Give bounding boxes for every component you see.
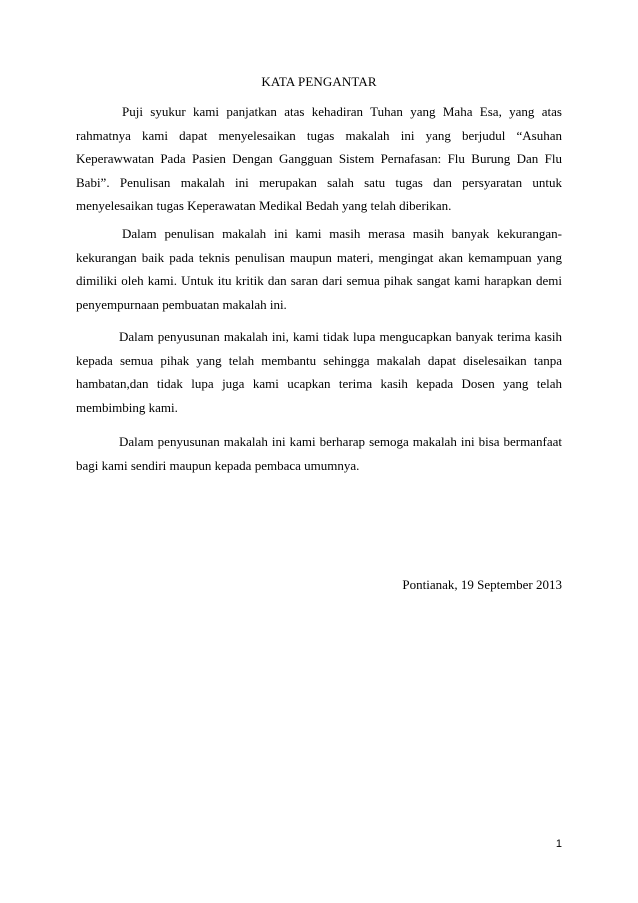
document-title: KATA PENGANTAR [261,74,377,89]
place-date: Pontianak, 19 September 2013 [402,577,562,592]
paragraph-shortcomings: Dalam penulisan makalah ini kami masih merasa masih banyak kekurangan-kekurangan baik pada teknis penulisan maupun materi, mengingat akan kemampuan yang dimiliki oleh kami. Untuk itu kritik dan saran dari semua pihak sangat kami harapkan demi penyempurnaan pembuatan makalah ini. [76,226,562,312]
paragraph-thanks: Dalam penyusunan makalah ini, kami tidak lupa mengucapkan banyak terima kasih kepada semua pihak yang telah membantu sehingga makalah dapat diselesaikan tanpa hambatan,dan tidak lupa juga kami ucapkan terima kasih kepada Dosen yang telah membimbing kami. [76,329,562,415]
paragraph-hope: Dalam penyusunan makalah ini kami berharap semoga makalah ini bisa bermanfaat bagi kami sendiri maupun kepada pembaca umumnya. [76,434,562,473]
paragraph-gratitude: Puji syukur kami panjatkan atas kehadiran Tuhan yang Maha Esa, yang atas rahmatnya kami dapat menyelesaikan tugas makalah ini yang berjudul “Asuhan Keperawwatan Pada Pasien Dengan Gangguan Sistem Pernafasan: Flu Burung Dan Flu Babi”. Penulisan makalah ini merupakan salah satu tugas dan persyaratan untuk menyelesaikan tugas Keperawatan Medikal Bedah yang telah diberikan. [76,104,562,213]
page-number: 1 [555,838,562,850]
